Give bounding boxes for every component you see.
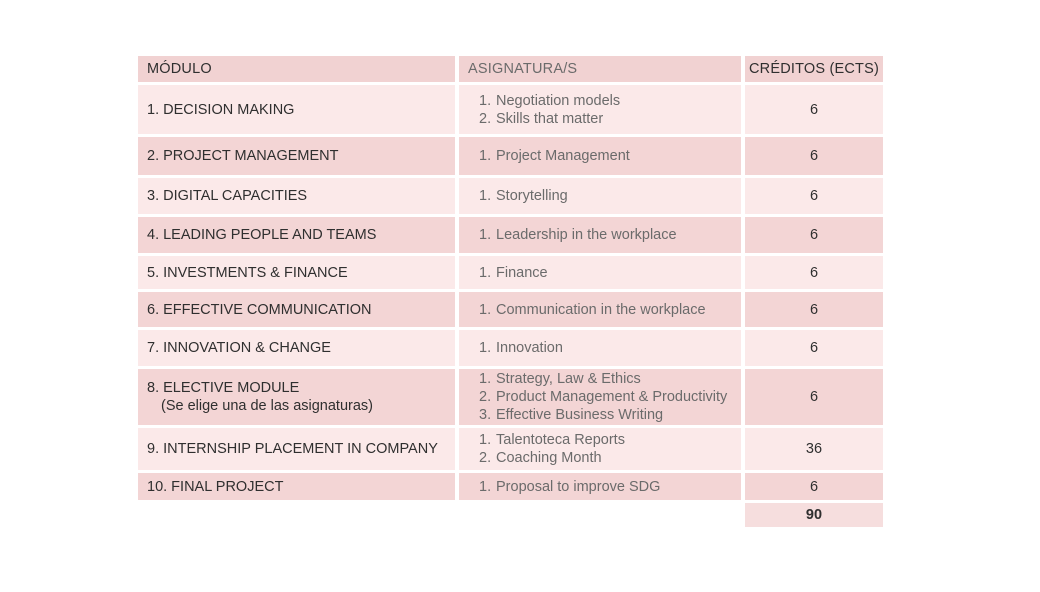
subjects-cell — [459, 137, 741, 175]
subject-name: Innovation — [496, 340, 563, 356]
module-cell — [138, 85, 455, 134]
module-name: 4. LEADING PEOPLE AND TEAMS — [147, 227, 377, 243]
total-credits: 90 — [745, 503, 883, 527]
module-cell — [138, 330, 455, 366]
subject-item — [479, 110, 620, 128]
subject-item — [479, 92, 620, 110]
subjects-list — [479, 147, 630, 165]
subject-number: 1. — [479, 478, 492, 495]
subject-name: Skills that matter — [496, 110, 604, 127]
subject-name: Negotiation models — [496, 92, 621, 109]
subject-item — [479, 431, 625, 449]
subject-item — [479, 226, 677, 244]
subject-name: Communication in the workplace — [496, 301, 706, 318]
subject-number: 1. — [479, 188, 492, 204]
subjects-cell — [459, 292, 741, 327]
subjects-cell — [459, 330, 741, 366]
credits-cell: 6 — [745, 137, 883, 175]
subject-name: Strategy, Law & Ethics — [496, 371, 641, 387]
subject-name: Finance — [496, 264, 548, 281]
subject-item — [479, 388, 727, 406]
module-name: 8. ELECTIVE MODULE — [147, 380, 300, 396]
credits-cell: 6 — [745, 292, 883, 327]
subject-number: 1. — [479, 371, 492, 387]
total-spacer — [138, 503, 455, 527]
module-cell — [138, 178, 455, 214]
subjects-list — [479, 301, 706, 319]
subject-number: 1. — [479, 92, 492, 109]
credits-cell: 6 — [745, 369, 883, 425]
subject-item — [479, 406, 727, 424]
subject-item — [479, 339, 563, 357]
module-name: 7. INNOVATION & CHANGE — [147, 340, 331, 356]
subject-name: Storytelling — [496, 188, 568, 204]
credits-cell: 6 — [745, 217, 883, 253]
subject-item — [479, 301, 706, 319]
subject-number: 1. — [479, 301, 492, 318]
subject-number: 1. — [479, 227, 492, 243]
module-cell — [138, 137, 455, 175]
subject-name: Coaching Month — [496, 450, 602, 466]
credits-cell: 6 — [745, 256, 883, 289]
subjects-cell — [459, 178, 741, 214]
subjects-list — [479, 478, 660, 496]
module-name: 1. DECISION MAKING — [147, 101, 295, 118]
subject-item — [479, 449, 625, 467]
subjects-cell — [459, 473, 741, 500]
header-asignatura: ASIGNATURA/S — [459, 56, 741, 82]
subject-item — [479, 370, 727, 388]
module-cell — [138, 256, 455, 289]
total-spacer — [459, 503, 741, 527]
subject-number: 1. — [479, 432, 492, 448]
subject-item — [479, 187, 568, 205]
module-name: 3. DIGITAL CAPACITIES — [147, 188, 308, 204]
subject-name: Talentoteca Reports — [496, 432, 625, 448]
subject-name: Product Management & Productivity — [496, 389, 728, 405]
subject-number: 3. — [479, 407, 492, 423]
subject-item — [479, 147, 630, 165]
module-name: 5. INVESTMENTS & FINANCE — [147, 264, 348, 281]
subject-item — [479, 478, 660, 496]
module-name: 2. PROJECT MANAGEMENT — [147, 148, 339, 164]
subjects-cell — [459, 217, 741, 253]
module-note: (Se elige una de las asignaturas) — [161, 398, 373, 414]
subject-name: Effective Business Writing — [496, 407, 664, 423]
credits-cell: 6 — [745, 473, 883, 500]
module-cell — [138, 428, 455, 470]
subjects-cell — [459, 256, 741, 289]
subjects-list — [479, 187, 568, 205]
subject-number: 1. — [479, 340, 492, 356]
subject-number: 1. — [479, 264, 492, 281]
credits-cell: 6 — [745, 85, 883, 134]
subject-name: Leadership in the workplace — [496, 227, 677, 243]
subjects-list — [479, 339, 563, 357]
module-cell — [138, 369, 455, 425]
subject-item — [479, 264, 548, 282]
subject-number: 2. — [479, 450, 492, 466]
credits-cell: 36 — [745, 428, 883, 470]
subject-name: Proposal to improve SDG — [496, 478, 661, 495]
subjects-list — [479, 264, 548, 282]
subject-name: Project Management — [496, 148, 630, 164]
module-name: 9. INTERNSHIP PLACEMENT IN COMPANY — [147, 441, 438, 457]
header-creditos: CRÉDITOS (ECTS) — [745, 56, 883, 82]
module-cell — [138, 217, 455, 253]
subject-number: 2. — [479, 389, 492, 405]
module-name: 6. EFFECTIVE COMMUNICATION — [147, 301, 372, 318]
subjects-list — [479, 226, 677, 244]
subject-number: 2. — [479, 110, 492, 127]
header-modulo: MÓDULO — [138, 56, 455, 82]
module-name: 10. FINAL PROJECT — [147, 478, 284, 495]
credits-cell: 6 — [745, 330, 883, 366]
module-cell — [138, 473, 455, 500]
subjects-list — [479, 92, 620, 128]
subjects-cell — [459, 85, 741, 134]
subjects-cell — [459, 369, 741, 425]
subjects-cell — [459, 428, 741, 470]
module-cell — [138, 292, 455, 327]
credits-cell: 6 — [745, 178, 883, 214]
subject-number: 1. — [479, 148, 492, 164]
curriculum-table — [138, 56, 883, 527]
subjects-list — [479, 370, 727, 424]
subjects-list — [479, 431, 625, 467]
